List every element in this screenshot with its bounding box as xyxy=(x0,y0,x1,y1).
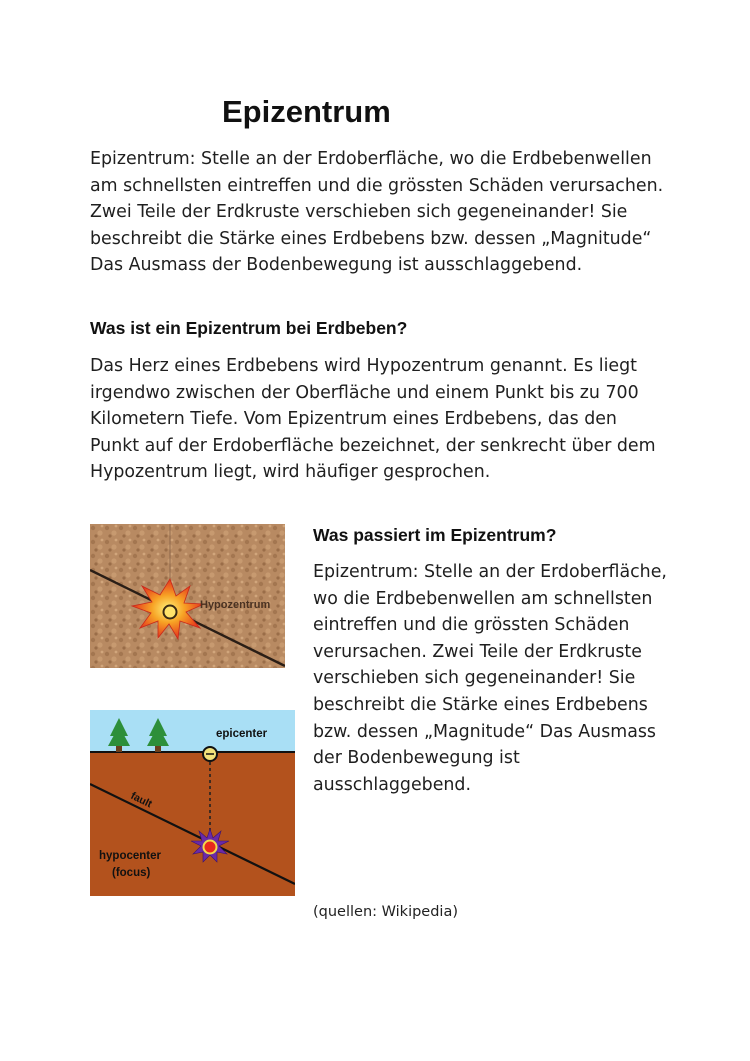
focus-label: (focus) xyxy=(112,867,151,879)
epicenter-diagram-figure xyxy=(90,710,295,896)
epicenter-label: epicenter xyxy=(216,728,268,740)
page-title: Epizentrum xyxy=(222,94,391,129)
fault-label: fault xyxy=(128,789,154,811)
hypocenter-marker xyxy=(204,841,217,854)
section2-heading: Was passiert im Epizentrum? xyxy=(313,525,557,545)
source-note: (quellen: Wikipedia) xyxy=(313,904,459,920)
section2-paragraph: Epizentrum: Stelle an der Erdoberfläche, wo die Erdbebenwellen am schnellsten eintreffen und die grössten Schäden verursachen. Zwei Teile der Erdkruste verschieben sich gegeneinander! Sie beschreibt die Stärke eines Erdbebens bzw. dessen „Magnitude“ Das Ausmass der Bodenbewegung ist ausschlaggebend. xyxy=(313,562,667,795)
rock-background xyxy=(90,524,285,668)
section1-paragraph: Das Herz eines Erdbebens wird Hypozentrum genannt. Es liegt irgendwo zwischen der Oberfläche und einem Punkt bis zu 700 Kilometern Tiefe. Vom Epizentrum eines Erdbebens, das den Punkt auf der Erdoberfläche bezeichnet, der senkrecht über dem Hypozentrum liegt, wird häufiger gesprochen. xyxy=(90,356,656,482)
intro-paragraph: Epizentrum: Stelle an der Erdoberfläche, wo die Erdbebenwellen am schnellsten eintreffen und die grössten Schäden verursachen. Zwei Teile der Erdkruste verschieben sich gegeneinander! Sie beschreibt die Stärke eines Erdbebens bzw. dessen „Magnitude“ Das Ausmass der Bodenbewegung ist ausschlaggebend. xyxy=(90,149,664,275)
hypocenter-photo-figure xyxy=(90,524,285,668)
hypocenter-marker xyxy=(164,606,177,619)
section1-heading: Was ist ein Epizentrum bei Erdbeben? xyxy=(90,318,408,338)
hypocenter-label: hypocenter xyxy=(99,850,161,862)
hypozentrum-label: Hypozentrum xyxy=(200,599,271,611)
